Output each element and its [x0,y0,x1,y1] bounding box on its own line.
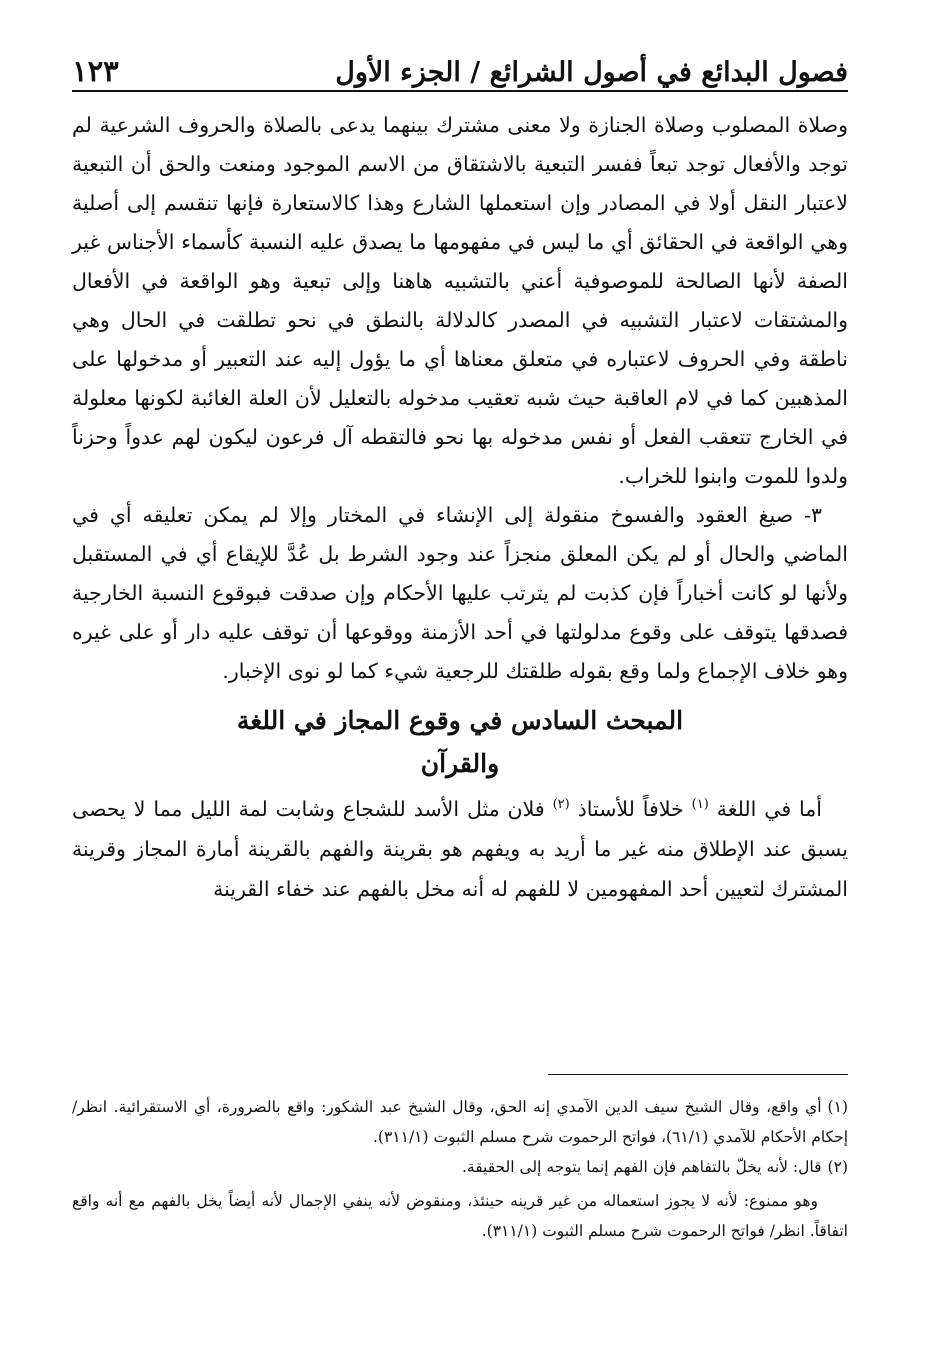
footnote-1-text: أي واقع، وقال الشيخ سيف الدين الآمدي إنه الحق، وقال الشيخ عبد الشكور: واقع بالضرورة، أي الاستقرائية. انظر/ إحكام الأحكام للآمدي (٦١/١)، فواتح الرحموت شرح مسلم الثبوت (٣١١/١). [72,1098,848,1146]
section-text-part3: فلان مثل الأسد للشجاع وشابت لمة الليل مما لا يحصى يسبق عند الإطلاق منه غير ما أريد به ويفهم هو بقرينة والفهم بالقرينة أمارة المجاز وقرينة المشترك لتعيين أحد المفهومين لا للفهم له أنه مخل بالفهم عند خفاء القرينة [72,797,848,901]
main-text [72,106,848,691]
footnote-divider [548,1074,848,1075]
footnote-2-continuation: وهو ممنوع: لأنه لا يجوز استعماله من غير قرينه حينئذ، ومنقوض لأنه ينفي الإجمال لأنه أيضاً يخل بالفهم مع أنه واقع اتفاقاً. انظر/ فواتح الرحموت شرح مسلم الثبوت (٣١١/١). [72,1192,848,1240]
section-text-part2: خلافاً للأستاذ [577,797,684,821]
book-page [72,40,848,1240]
running-header [72,40,848,92]
page-number: ١٢٣ [72,54,119,88]
footnotes [72,1092,848,1246]
footnote-ref-1[interactable]: (١) [691,797,709,813]
footnote-ref-2[interactable]: (٢) [552,797,570,813]
footnote-1-marker: (١) [827,1098,848,1116]
section-heading [72,699,848,785]
section-paragraph [72,789,848,909]
book-title: فصول البدائع في أصول الشرائع / الجزء الأول [335,57,848,88]
footnote-2 [72,1152,848,1182]
section-text [72,789,848,909]
section-heading-line2: والقرآن [420,749,500,778]
section-text-part1: أما في اللغة [716,797,822,821]
footnote-1 [72,1092,848,1152]
footnote-2-marker: (٢) [827,1158,848,1176]
footnote-2-text: قال: لأنه يخلّ بالتفاهم فإن الفهم إنما يتوجه إلى الحقيقة. [461,1158,822,1176]
section-heading-line1: المبحث السادس في وقوع المجاز في اللغة [236,706,684,735]
paragraph-continued: وصلاة المصلوب وصلاة الجنازة ولا معنى مشترك بينهما يدعى بالصلاة والحروف الشرعية لم توجد والأفعال توجد تبعاً ففسر التبعية بالاشتقاق من الاسم الموجود ومنعت والحق أن التبعية لاعتبار النقل أولا في المصادر وإن استعملها الشارع وهذا كالاستعارة فإنها تنقسم إلى أصلية وهي الواقعة في الحقائق أي ما ليس في مفهومها ما يصدق عليه النسبة كأسماء الأجناس غير الصفة لأنها الصالحة للموصوفية أعني بالتشبيه هاهنا وإلى تبعية وهو الواقعة في الأفعال والمشتقات لاعتبار التشبيه في المصدر كالدلالة بالنطق في نحو تطلقت في الحال وهي ناطقة وفي الحروف لاعتباره في متعلق معناها أي ما يؤول إليه عند التعبير أو مدخولها على المذهبين كما في لام العاقبة حيث شبه تعقيب مدخوله بالتعليل لأن العلة الغائبة لكونها معلولة في الخارج تتعقب الفعل أو نفس مدخوله بها نحو فالتقطه آل فرعون ليكون لهم عدواً وحزناً ولدوا للموت وابنوا للخراب. [72,113,848,488]
paragraph-point-3: ٣- صيغ العقود والفسوخ منقولة إلى الإنشاء في المختار وإلا لم يمكن تعليقه أي في الماضي والحال أو لم يكن المعلق منجزاً عند وجود الشرط بل عُدَّ للإيقاع أي في المستقبل ولأنها لو كانت أخباراً فإن كذبت لم يترتب عليها الأحكام وإن صدقت فبوقوع النسبة الخارجية فصدقها يتوقف على وقوع مدلولتها في أحد الأزمنة ووقوعها أن توقف عليه دار أو على غيره وهو خلاف الإجماع ولما وقع بقوله طلقتك للرجعية شيء كما لو نوى الإخبار. [72,503,848,683]
